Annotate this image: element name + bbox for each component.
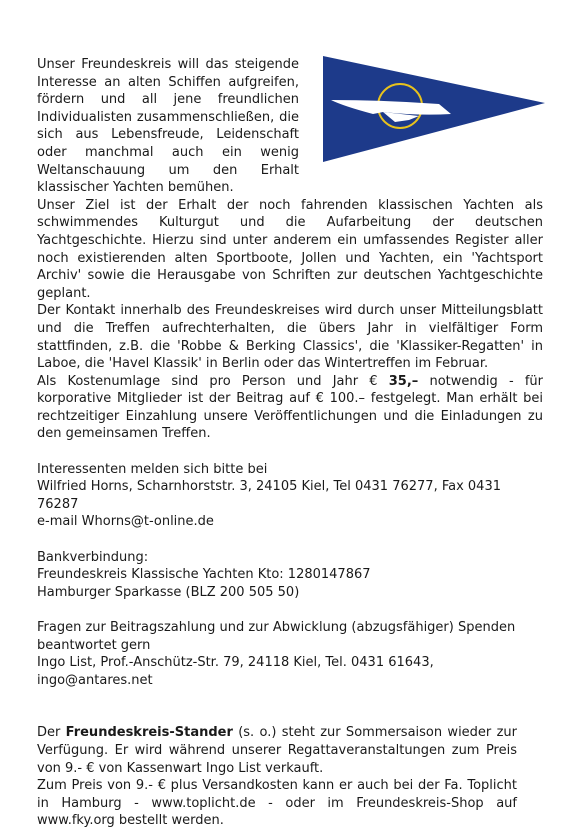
questions-line-3: Ingo List, Prof.-Anschütz-Str. 79, 24118 Kiel, Tel. 0431 61643, ingo@antares.net: [37, 655, 434, 688]
fee-after: notwendig - für korporative Mitglieder ist der Beitrag auf € 100.– festgelegt. Man erhält bei rechtzeitiger Einzahlung unsere Veröffentlichungen und die Einladungen zu den gemeinsamen Treffen.: [37, 373, 544, 442]
contact-paragraph: Der Kontakt innerhalb des Freundeskreises wird durch unser Mitteilungsblatt und die Treffen aufrechterhalten, die übers Jahr in vielfältiger Form stattfinden, z.B. die 'Robbe & Berking Classics', die 'Klassiker-Regatten' in Laboe, die 'Havel Klassik' in Berlin oder das Wintertreffen im Februar.: [37, 303, 543, 372]
document-body: [37, 56, 543, 830]
questions-line-1: Fragen zur Beitragszahlung und zur Abwicklung (abzugsfähiger) Spenden: [37, 620, 516, 635]
fee-paragraph: [37, 373, 543, 443]
interest-intro: Interessenten melden sich bitte bei: [37, 461, 268, 477]
stander-text: (s. o.) steht zur Sommersaison wieder zur Verfügung. Er wird während unserer Regattaveranstaltungen zum Preis von 9.- € von Kassenwart Ingo List verkauft.: [37, 725, 517, 776]
fee-amount: 35,–: [388, 373, 419, 389]
bank-name: Hamburger Sparkasse (BLZ 200 505 50): [37, 584, 300, 600]
stander-prefix: Der: [37, 725, 66, 741]
fee-before: Als Kostenumlage sind pro Person und Jahr €: [37, 373, 389, 389]
stander-paragraph: [37, 724, 517, 777]
intro-paragraph: Unser Freundeskreis will das steigende Interesse an alten Schiffen aufgreifen, fördern und all jene freundlichen Individualisten zusammenschließen, die sich aus Lebensfreude, Leidenschaft oder manchmal auch ein wenig Weltanschauung um den Erhalt klassischer Yachten bemühen.: [37, 57, 299, 196]
interest-email: e-mail Whorns@t-online.de: [37, 514, 214, 530]
questions-line-2: beantwortet gern: [37, 637, 151, 653]
interest-address: Wilfried Horns, Scharnhorststr. 3, 24105 Kiel, Tel 0431 76277, Fax 0431 76287: [37, 479, 501, 512]
stander-shop: Zum Preis von 9.- € plus Versandkosten kann er auch bei der Fa. Toplicht in Hamburg - www.toplicht.de - oder im Freundeskreis-Shop auf www.fky.org bestellt werden.: [37, 778, 517, 829]
goal-paragraph: Unser Ziel ist der Erhalt der noch fahrenden klassischen Yachten als schwimmendes Kulturgut und die Aufarbeitung der deutschen Yachtgeschichte. Hierzu sind unter anderem ein umfassendes Register aller noch existierenden alten Sportboote, Jollen und Yachten, ein 'Yachtsport Archiv' sowie die Herausgabe von Schriften zur deutschen Yachtgeschichte geplant.: [37, 197, 543, 301]
stander-name: Freundeskreis-Stander: [65, 725, 233, 741]
bank-account: Freundeskreis Klassische Yachten Kto: 1280147867: [37, 567, 371, 583]
bank-title: Bankverbindung:: [37, 549, 149, 565]
